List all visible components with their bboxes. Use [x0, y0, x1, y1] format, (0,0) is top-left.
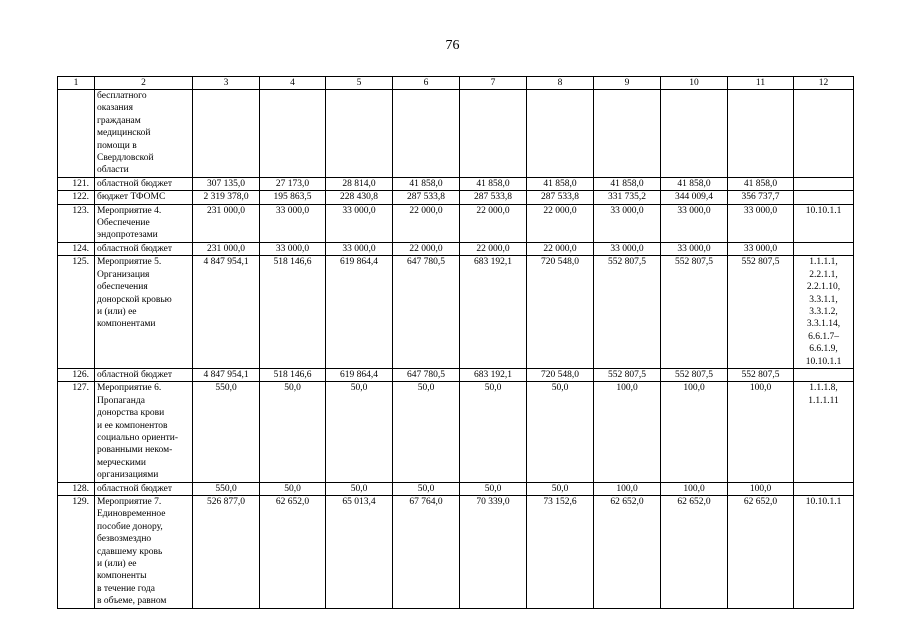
- value-cell: 50,0: [527, 482, 594, 495]
- value-cell: 526 877,0: [193, 496, 260, 609]
- value-cell: 683 192,1: [460, 368, 527, 381]
- table-row: [58, 382, 854, 482]
- value-cell: 100,0: [661, 382, 728, 482]
- table-row: [58, 496, 854, 609]
- table-row: [58, 256, 854, 369]
- row-number-cell: 122.: [58, 191, 95, 204]
- target-code-cell: 1.1.1.8, 1.1.1.11: [794, 382, 854, 482]
- value-cell: 65 013,4: [326, 496, 393, 609]
- target-code-cell: [794, 482, 854, 495]
- row-number-cell: 129.: [58, 496, 95, 609]
- table-header-row: [58, 77, 854, 90]
- value-cell: 550,0: [193, 382, 260, 482]
- value-cell: 550,0: [193, 482, 260, 495]
- value-cell: 62 652,0: [661, 496, 728, 609]
- value-cell: 344 009,4: [661, 191, 728, 204]
- row-number-cell: 124.: [58, 242, 95, 255]
- value-cell: 62 652,0: [594, 496, 661, 609]
- value-cell: 33 000,0: [728, 204, 794, 242]
- value-cell: [393, 90, 460, 178]
- value-cell: 22 000,0: [393, 242, 460, 255]
- table-row: [58, 177, 854, 190]
- row-name-cell: областной бюджет: [95, 368, 193, 381]
- column-header: 6: [393, 77, 460, 90]
- value-cell: 4 847 954,1: [193, 256, 260, 369]
- value-cell: [460, 90, 527, 178]
- row-number-cell: 128.: [58, 482, 95, 495]
- value-cell: 307 135,0: [193, 177, 260, 190]
- value-cell: 50,0: [260, 382, 326, 482]
- value-cell: 28 814,0: [326, 177, 393, 190]
- column-header: 7: [460, 77, 527, 90]
- value-cell: 2 319 378,0: [193, 191, 260, 204]
- value-cell: 552 807,5: [728, 368, 794, 381]
- value-cell: [260, 90, 326, 178]
- value-cell: 231 000,0: [193, 242, 260, 255]
- value-cell: 22 000,0: [393, 204, 460, 242]
- value-cell: 33 000,0: [661, 242, 728, 255]
- row-name-cell: Мероприятие 4. Обеспечение эндопротезами: [95, 204, 193, 242]
- value-cell: 287 533,8: [393, 191, 460, 204]
- value-cell: 33 000,0: [260, 204, 326, 242]
- value-cell: 356 737,7: [728, 191, 794, 204]
- value-cell: 518 146,6: [260, 368, 326, 381]
- value-cell: 50,0: [326, 482, 393, 495]
- target-code-cell: 10.10.1.1: [794, 496, 854, 609]
- value-cell: 27 173,0: [260, 177, 326, 190]
- value-cell: 619 864,4: [326, 256, 393, 369]
- row-number-cell: 126.: [58, 368, 95, 381]
- table-row: [58, 204, 854, 242]
- target-code-cell: [794, 368, 854, 381]
- value-cell: 100,0: [594, 382, 661, 482]
- value-cell: 41 858,0: [661, 177, 728, 190]
- value-cell: 720 548,0: [527, 256, 594, 369]
- value-cell: 287 533,8: [527, 191, 594, 204]
- value-cell: 22 000,0: [527, 242, 594, 255]
- value-cell: 41 858,0: [527, 177, 594, 190]
- value-cell: 33 000,0: [326, 242, 393, 255]
- table-row: [58, 482, 854, 495]
- value-cell: [661, 90, 728, 178]
- value-cell: 22 000,0: [527, 204, 594, 242]
- column-header: 3: [193, 77, 260, 90]
- value-cell: 228 430,8: [326, 191, 393, 204]
- value-cell: 22 000,0: [460, 204, 527, 242]
- value-cell: 647 780,5: [393, 256, 460, 369]
- column-header: 2: [95, 77, 193, 90]
- value-cell: 552 807,5: [594, 256, 661, 369]
- value-cell: [326, 90, 393, 178]
- table-row: [58, 90, 854, 178]
- row-number-cell: 127.: [58, 382, 95, 482]
- value-cell: 50,0: [260, 482, 326, 495]
- table-row: [58, 242, 854, 255]
- row-number-cell: 123.: [58, 204, 95, 242]
- target-code-cell: [794, 177, 854, 190]
- value-cell: 33 000,0: [594, 242, 661, 255]
- target-code-cell: [794, 191, 854, 204]
- column-header: 10: [661, 77, 728, 90]
- value-cell: [728, 90, 794, 178]
- value-cell: 100,0: [728, 382, 794, 482]
- row-number-cell: [58, 90, 95, 178]
- column-header: 1: [58, 77, 95, 90]
- row-name-cell: областной бюджет: [95, 242, 193, 255]
- value-cell: 41 858,0: [460, 177, 527, 190]
- row-name-cell: областной бюджет: [95, 177, 193, 190]
- value-cell: 50,0: [393, 482, 460, 495]
- value-cell: 647 780,5: [393, 368, 460, 381]
- value-cell: 33 000,0: [594, 204, 661, 242]
- value-cell: 50,0: [326, 382, 393, 482]
- value-cell: 73 152,6: [527, 496, 594, 609]
- column-header: 8: [527, 77, 594, 90]
- value-cell: 41 858,0: [393, 177, 460, 190]
- table-row: [58, 191, 854, 204]
- value-cell: 331 735,2: [594, 191, 661, 204]
- table-row: [58, 368, 854, 381]
- value-cell: 100,0: [594, 482, 661, 495]
- value-cell: 33 000,0: [260, 242, 326, 255]
- value-cell: 100,0: [728, 482, 794, 495]
- row-name-cell: Мероприятие 7. Единовременное пособие донору, безвозмездно сдавшему кровь и (или) ее компоненты в течение года в объеме, равном: [95, 496, 193, 609]
- value-cell: 50,0: [393, 382, 460, 482]
- column-header: 12: [794, 77, 854, 90]
- value-cell: 720 548,0: [527, 368, 594, 381]
- value-cell: 518 146,6: [260, 256, 326, 369]
- row-number-cell: 125.: [58, 256, 95, 369]
- value-cell: 683 192,1: [460, 256, 527, 369]
- value-cell: 50,0: [527, 382, 594, 482]
- column-header: 5: [326, 77, 393, 90]
- value-cell: 195 863,5: [260, 191, 326, 204]
- row-name-cell: Мероприятие 5. Организация обеспечения донорской кровью и (или) ее компонентами: [95, 256, 193, 369]
- column-header: 9: [594, 77, 661, 90]
- value-cell: 50,0: [460, 482, 527, 495]
- column-header: 11: [728, 77, 794, 90]
- value-cell: 62 652,0: [728, 496, 794, 609]
- value-cell: 70 339,0: [460, 496, 527, 609]
- value-cell: 33 000,0: [326, 204, 393, 242]
- value-cell: 552 807,5: [728, 256, 794, 369]
- table-body: [58, 90, 854, 609]
- value-cell: 41 858,0: [594, 177, 661, 190]
- value-cell: 67 764,0: [393, 496, 460, 609]
- row-name-cell: бюджет ТФОМС: [95, 191, 193, 204]
- target-code-cell: [794, 90, 854, 178]
- target-code-cell: 10.10.1.1: [794, 204, 854, 242]
- value-cell: [527, 90, 594, 178]
- value-cell: [193, 90, 260, 178]
- value-cell: 50,0: [460, 382, 527, 482]
- row-name-cell: Мероприятие 6. Пропаганда донорства крови и ее компонентов социально ориенти- рованными неком- мерческими организациями: [95, 382, 193, 482]
- value-cell: 33 000,0: [728, 242, 794, 255]
- value-cell: 552 807,5: [661, 256, 728, 369]
- value-cell: 231 000,0: [193, 204, 260, 242]
- row-name-cell: областной бюджет: [95, 482, 193, 495]
- value-cell: 287 533,8: [460, 191, 527, 204]
- value-cell: 552 807,5: [661, 368, 728, 381]
- value-cell: 4 847 954,1: [193, 368, 260, 381]
- value-cell: 41 858,0: [728, 177, 794, 190]
- value-cell: 62 652,0: [260, 496, 326, 609]
- row-name-cell: бесплатного оказания гражданам медицинской помощи в Свердловской области: [95, 90, 193, 178]
- value-cell: 100,0: [661, 482, 728, 495]
- target-code-cell: 1.1.1.1, 2.2.1.1, 2.2.1.10, 3.3.1.1, 3.3.1.2, 3.3.1.14, 6.6.1.7– 6.6.1.9, 10.10.1.1: [794, 256, 854, 369]
- page-number: 76: [445, 38, 460, 53]
- budget-table: [57, 76, 854, 609]
- target-code-cell: [794, 242, 854, 255]
- value-cell: 22 000,0: [460, 242, 527, 255]
- column-header: 4: [260, 77, 326, 90]
- value-cell: 33 000,0: [661, 204, 728, 242]
- row-number-cell: 121.: [58, 177, 95, 190]
- value-cell: 619 864,4: [326, 368, 393, 381]
- value-cell: 552 807,5: [594, 368, 661, 381]
- value-cell: [594, 90, 661, 178]
